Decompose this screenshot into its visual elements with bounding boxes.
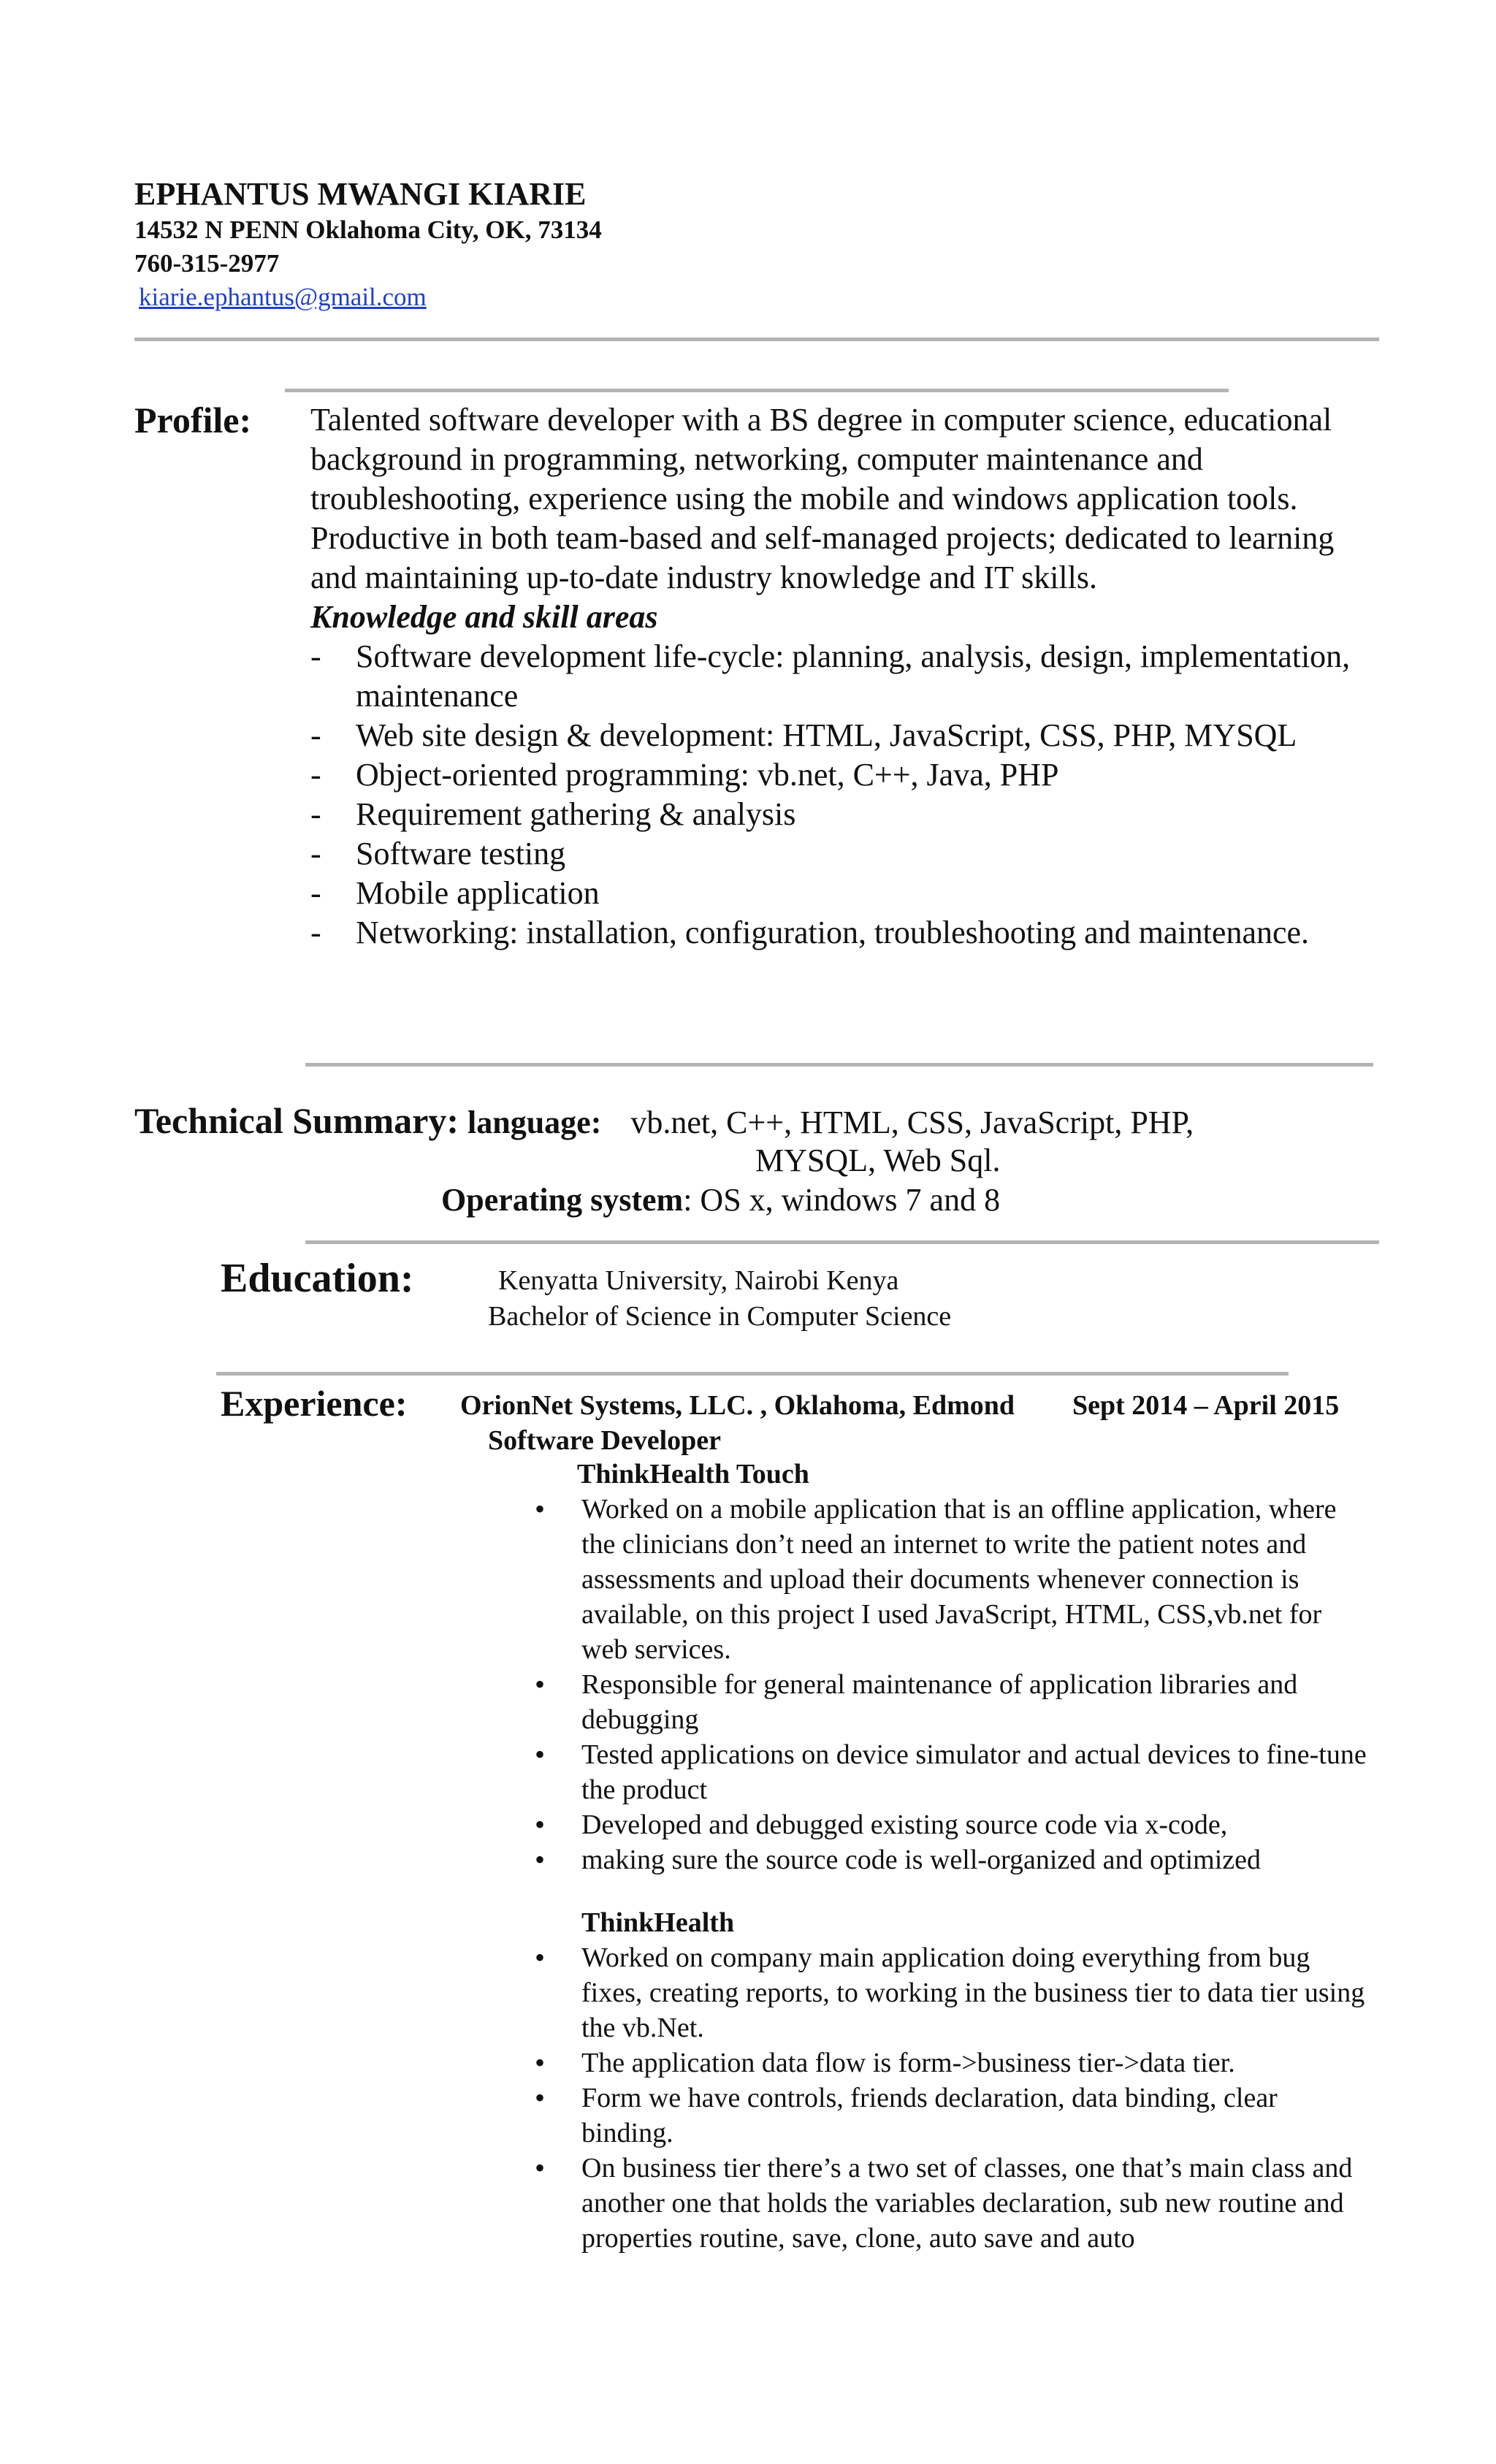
- education-school: Kenyatta University, Nairobi Kenya: [498, 1265, 899, 1296]
- project-bullets: [532, 1940, 1372, 2256]
- skills-list: [310, 637, 1377, 953]
- project-bullets: [532, 1492, 1372, 1877]
- os-value: : OS x, windows 7 and 8: [683, 1182, 1001, 1218]
- skills-title: Knowledge and skill areas: [310, 599, 658, 635]
- experience-label: Experience:: [221, 1383, 408, 1424]
- header-divider: [134, 337, 1379, 341]
- education-label: Education:: [221, 1256, 414, 1301]
- os-label: Operating system: [441, 1182, 684, 1218]
- candidate-phone: 760-315-2977: [134, 249, 280, 278]
- project-bullet: • Worked on a mobile application that is an offline application, where the clinicians don’t need an internet to write the patient notes and assessments and upload their documents whenever connection is available, on this project I used JavaScript, HTML, CSS,vb.net for web services.: [532, 1492, 1372, 1667]
- candidate-name: EPHANTUS MWANGI KIARIE: [134, 176, 587, 212]
- skill-item: - Object-oriented programming: vb.net, C++, Java, PHP: [310, 755, 1377, 795]
- candidate-address: 14532 N PENN Oklahoma City, OK, 73134: [134, 215, 602, 244]
- project-bullet: • Developed and debugged existing source code via x-code,: [532, 1807, 1372, 1842]
- project-bullet: • Tested applications on device simulator and actual devices to fine-tune the product: [532, 1737, 1372, 1807]
- skill-item: - Software development life-cycle: planning, analysis, design, implementation, maintenance: [310, 637, 1377, 716]
- language-line1: vb.net, C++, HTML, CSS, JavaScript, PHP,: [630, 1105, 1194, 1140]
- project-bullet: • On business tier there’s a two set of classes, one that’s main class and another one that holds the variables declaration, sub new routine and properties routine, save, clone, auto save and auto: [532, 2151, 1372, 2256]
- profile-label: Profile:: [134, 400, 252, 440]
- education-top-divider: [305, 1240, 1379, 1244]
- experience-company: OrionNet Systems, LLC. , Oklahoma, Edmond: [460, 1390, 1015, 1421]
- technical-top-divider: [305, 1063, 1373, 1067]
- experience-title: Software Developer: [488, 1425, 722, 1456]
- project-bullet: • Worked on company main application doing everything from bug fixes, creating reports, to working in the business tier to data tier using the vb.Net.: [532, 1940, 1372, 2045]
- language-label: language:: [468, 1105, 602, 1140]
- project-bullet: • making sure the source code is well-organized and optimized: [532, 1842, 1372, 1877]
- skill-item: - Software testing: [310, 834, 1377, 874]
- skill-item: - Requirement gathering & analysis: [310, 795, 1377, 834]
- project-name: ThinkHealth Touch: [577, 1459, 809, 1490]
- profile-top-divider: [285, 389, 1229, 392]
- technical-section: [134, 1099, 1194, 1143]
- experience-top-divider: [216, 1372, 1289, 1376]
- profile-summary: Talented software developer with a BS degree in computer science, educational background in programming, networking, computer maintenance and troubleshooting, experience using the mobile and windows application tools. Productive in both team-based and self-managed projects; dedicated to learning and maintaining up-to-date industry knowledge and IT skills.: [310, 402, 1335, 595]
- project-bullet: • The application data flow is form->business tier->data tier.: [532, 2045, 1372, 2080]
- skill-item: - Networking: installation, configuration, troubleshooting and maintenance.: [310, 913, 1377, 953]
- experience-dates: Sept 2014 – April 2015: [1072, 1390, 1340, 1421]
- education-degree: Bachelor of Science in Computer Science: [488, 1301, 952, 1332]
- os-line: [441, 1180, 1000, 1220]
- project-bullet: • Responsible for general maintenance of application libraries and debugging: [532, 1667, 1372, 1737]
- profile-section: [310, 400, 1377, 953]
- project-name: ThinkHealth: [581, 1907, 735, 1938]
- project-bullet: • Form we have controls, friends declaration, data binding, clear binding.: [532, 2080, 1372, 2151]
- technical-label: Technical Summary:: [134, 1100, 459, 1141]
- skill-item: - Mobile application: [310, 874, 1377, 913]
- language-line2: MYSQL, Web Sql.: [755, 1143, 1001, 1178]
- skill-item: - Web site design & development: HTML, JavaScript, CSS, PHP, MYSQL: [310, 716, 1377, 755]
- candidate-email-link[interactable]: kiarie.ephantus@gmail.com: [139, 283, 427, 311]
